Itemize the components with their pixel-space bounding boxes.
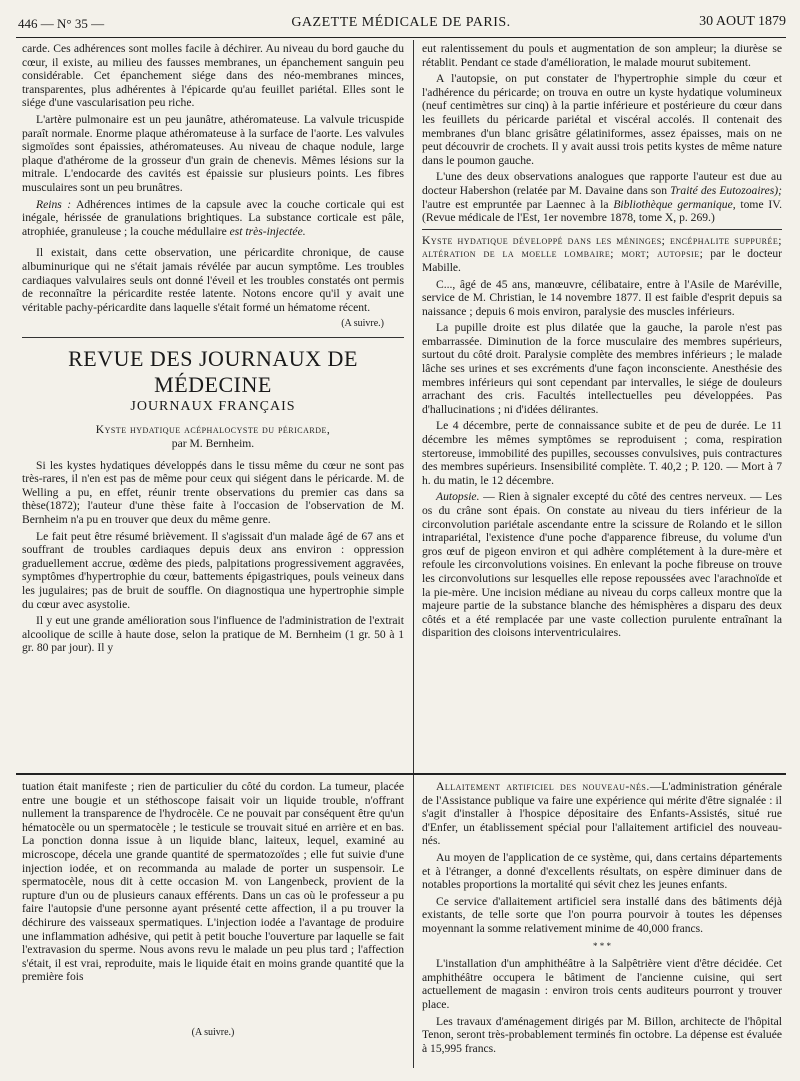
column-bottom-right bbox=[422, 780, 782, 1058]
paragraph: L'une des deux observations analogues que rapporte l'auteur est due au docteur Habershon (relatée par M. Davaine dans son Traité des Eutozoaires); l'autre est empruntée par Laennec à la Bibliothèque germanique, tome IV. (Revue médicale de l'Est, 1er novembre 1878, tome X, p. 269.) bbox=[422, 170, 783, 225]
paragraph: La pupille droite est plus dilatée que la gauche, la parole n'est pas embarrassée. Diminution de la force musculaire des membres supérieurs, surtout du côté droit. Paralysie complète des membres inférieurs ; le malade lâche ses urines et ses excréments d'une façon inconsciente. Anesthésie des membres inférieurs qui sont cependant par intervalles, le siége de douleurs arrachant des cris. Facultés intellectuelles peu développées. Pas d'hallucinations ; ni d'idées délirantes. bbox=[422, 321, 782, 416]
paragraph: Reins : Adhérences intimes de la capsule avec la couche corticale qui est inégale, hérissée de granulations brightiques. La substance corticale est pâle, atrophiée, granuleuse ; la couche médullaire est très-injectée. bbox=[22, 197, 404, 238]
paragraph: L'installation d'un amphithéâtre à la Salpêtrière vient d'être décidée. Cet amphithéâtre occupera le bâtiment de l'ancienne cuisine, qui sert actuellement de magasin : environ trois cents auditeurs pourront y trouver place. bbox=[422, 957, 782, 1011]
rule bbox=[422, 229, 782, 230]
rule bbox=[22, 337, 404, 338]
article-title: Kyste hydatique acéphalocyste du péricarde, bbox=[95, 423, 331, 437]
column-top-right bbox=[422, 42, 782, 643]
issue-date: 30 AOUT 1879 bbox=[699, 14, 786, 29]
paragraph: tuation était manifeste ; rien de particulier du côté du cordon. La tumeur, placée entre une bougie et un stéthoscope faisait voir un liquide trouble, n'offrant nullement la transparence de l'hydrocèle. Ce ne pouvait par conséquent être qu'un hématocèle ou un spermatocèle ; le testicule se trouvait situé en arrière et en bas. La ponction donna issue à un liquide blanc, laiteux, lequel, examiné au microscope, décela une grande quantité de spermatozoïdes ; elle fut suivie d'une injection iodée, et on recommanda au malade de porter un suspensoir. Le spermatocèle, nous dit à cette occasion M. von Langenbeck, provient de la rupture d'un ou de plusieurs canaux efférents. Dans un cas où le professeur a pu faire l'autopsie d'une personne ayant présenté cette affection, il a pu trouver la déchirure des vaisseaux spermatiques. L'injection iodée a l'avantage de produire une inflammation adhésive, qui petit à petit bouche l'ouverture par laquelle se fait l'extravasion du sperme. Nous avons revu le malade un peu plus tard ; l'affection s'était, il est vrai, reproduite, mais le liquide était en moins grande quantité que la première fois bbox=[22, 780, 404, 984]
asterism: * * * bbox=[593, 940, 611, 951]
paragraph: Il y eut une grande amélioration sous l'influence de l'administration de l'extrait alcoolique de scille à haute dose, selon la pratique de M. Bernheim (1 gr. 50 à 1 gr. 80 par jour). Il y bbox=[22, 614, 404, 655]
section-divider bbox=[16, 773, 786, 775]
column-top-left bbox=[22, 42, 404, 658]
paragraph: Le 4 décembre, perte de connaissance subite et de peu de durée. Le 11 décembre les mêmes symptômes se reproduisent ; coma, respiration stertoreuse, immobilité des pupilles, secousses convulsives, puis contractures des membres supérieurs. Insensibilité complète. T. 40,2 ; P. 120. — Mort à 7 h. du matin, le 12 décembre. bbox=[422, 419, 782, 487]
paragraph: Si les kystes hydatiques développés dans le tissu même du cœur ne sont pas très-rares, il n'en est pas de même pour ceux qui siégent dans le péricarde. M. de Welling a pu, en effet, réunir trente observations du premier cas dans sa thèse(1872); l'auteur d'une thèse faite à l'occasion de l'observation de M. Bernheim n'a pu en trouver que deux du même genre. bbox=[22, 458, 404, 527]
paragraph: Le fait peut être résumé brièvement. Il s'agissait d'un malade âgé de 67 ans et souffrant de troubles cardiaques depuis deux ans environ : oppression graduellement accrue, œdème des pieds, palpitations progressivement aggravées, symptômes d'hypertrophie du cœur, battements épigastriques, pouls veineux dans les jugulaires; pas de bruit de souffle. On diagnostiqua une hypertrophie simple du cœur avec asystolie. bbox=[22, 529, 404, 611]
paragraph: A l'autopsie, on put constater de l'hypertrophie simple du cœur et l'adhérence du péricarde; on trouva en outre un kyste hydatique volumineux (neuf centimètres sur cinq) à la partie inférieure et postérieure du cœur dans les feuillets du péricarde pariétal et viscéral accolés. Il contenait des membranes d'un blanc grisâtre gélatiniformes, assez épaisses, mais on ne peut découvrir de crochets. Il y avait aussi trois petits kystes de même nature dans le poumon gauche. bbox=[422, 72, 782, 167]
to-be-continued: (A suivre.) bbox=[341, 318, 384, 330]
inline-label: Reins : bbox=[36, 197, 72, 211]
page-number: 446 — N° 35 — bbox=[18, 16, 105, 31]
paragraph: C..., âgé de 45 ans, manœuvre, célibataire, entre à l'Asile de Maréville, service de M. Christian, le 14 novembre 1877. Il est faible d'esprit depuis sa naissance ; depuis 6 mois environ, paralysie des muscles inférieurs. bbox=[422, 277, 782, 318]
news-heading: Allaitement artificiel des nouveau-nés. bbox=[436, 780, 650, 793]
to-be-continued: (A suivre.) bbox=[191, 1026, 235, 1038]
paragraph: Les travaux d'aménagement dirigés par M. Billon, architecte de l'hôpital Tenon, seront très-probablement terminés fin octobre. La dépense est évaluée à 15,995 francs. bbox=[422, 1014, 782, 1055]
article-author: par M. Bernheim. bbox=[171, 437, 255, 451]
paragraph: Ce service d'allaitement artificiel sera installé dans des bâtiments déjà existants, de telle sorte que l'on pourra pourvoir à toutes les dépenses moyennant la somme relativement minime de 40,000 francs. bbox=[422, 894, 782, 935]
column-bottom-left bbox=[22, 780, 404, 1040]
running-header bbox=[16, 10, 786, 32]
paragraph: Il existait, dans cette observation, une péricardite chronique, de cause albuminurique qui ne s'était jamais révélée par aucun symptôme. Les troubles cardiaques valvulaires seuls ont donné l'éveil et les troubles constatés ont permis de reconnaître la péricardite restée latente. Notons encore qu'il y avait une véritable pachy-péricardite dans laquelle s'était formé un hématome récent. bbox=[22, 246, 404, 314]
column-divider bbox=[413, 40, 414, 1068]
section-subtitle: JOURNAUX FRANÇAIS bbox=[130, 398, 296, 414]
paragraph: carde. Ces adhérences sont molles facile à déchirer. Au niveau du bord gauche du cœur, il existe, au milieu des fausses membranes, un épanchement sanguin peu considérable. Cet épanchement siége dans des néo-membranes minces, transparentes, plus adhérentes à l'épicarde qu'au feuillet pariétal. Elles sont le siége d'une vascularisation peu riche. bbox=[22, 42, 404, 110]
article-heading: Kyste hydatique développé dans les méninges; encéphalite suppurée; altération de la moelle lombaire; mort; autopsie; par le docteur Mabille. bbox=[422, 233, 782, 274]
section-title: REVUE DES JOURNAUX DE MÉDECINE bbox=[68, 345, 358, 397]
journal-title: GAZETTE MÉDICALE DE PARIS. bbox=[291, 15, 511, 30]
paragraph: eut ralentissement du pouls et augmentation de son ampleur; la diurèse se rétablit. Pendant ce stade d'amélioration, le malade mourut subitement. bbox=[422, 42, 782, 69]
paragraph: Au moyen de l'application de ce système, qui, dans certains départements et à l'étranger, a donné d'excellents résultats, on espère diminuer dans de notables proportions la mortalité qui sévit chez les jeunes enfants. bbox=[422, 850, 782, 892]
paragraph: Autopsie. — Rien à signaler excepté du côté des centres nerveux. — Les os du crâne sont épais. On constate au niveau du tiers inférieur de la circonvolution pariétale ascendante entre la scissure de Rolando et le sillon intrapariétal, l'existence d'une poche d'apparence fibreuse, du volume d'un gros œuf de pigeon environ et qui adhère complétement à la dure-mère et refoule les circonvolutions voisines. En enlevant la poche fibreuse on trouve les circonvolutions sur lesquelles elle repose repoussées avec l'arachnoïde et la pie-mère. Une incision médiane au niveau du corps calleux montre que la majeure partie de la substance blanche des hémisphères a disparu des deux côtés et a été remplacée par une vaste collection purulente entraînant la disparition des cloisons interventriculaires. bbox=[422, 490, 782, 640]
newspaper-page bbox=[16, 10, 786, 1074]
paragraph: L'artère pulmonaire est un peu jaunâtre, athéromateuse. La valvule tricuspide paraît normale. Enorme plaque athéromateuse à la surface de l'aorte. Les valvules sigmoïdes sont épaissies, athéromateuses. Au niveau de chaque nodule, large plaque d'athérome de la grosseur d'un grain de chenevis. Mêmes lésions sur la mitrale. L'endocarde des cavités est épaissie sur plusieurs points. Les fibres musculaires sont un peu brunâtres. bbox=[22, 112, 404, 194]
paragraph: Allaitement artificiel des nouveau-nés.—L'administration générale de l'Assistance publique va faire une expérience qui mérite d'être signalée : il s'agit d'installer à l'hospice dépositaire des Enfants-Assistés, situé rue d'Enfer, un établissement spécial pour l'allaitement artificiel des nouveau-nés. bbox=[422, 780, 782, 848]
header-rule bbox=[16, 37, 786, 38]
